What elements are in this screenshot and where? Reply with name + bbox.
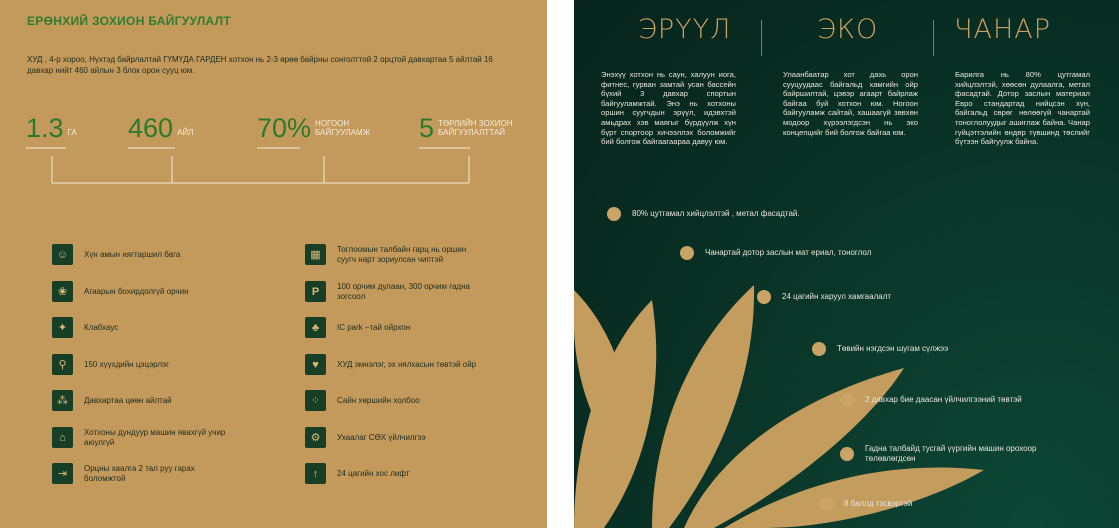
heading-healthy: ЭРҮҮЛ (638, 14, 732, 45)
bullet-item (680, 246, 871, 260)
stat-value: 460 (128, 113, 174, 143)
house-icon: ⌂ (52, 427, 73, 448)
feature-text: 100 орчим дулаан, 300 орчим гадна зогсоол (337, 281, 470, 301)
divider (761, 20, 762, 56)
neighbors-icon: ⁂ (52, 390, 73, 411)
feature-item (305, 281, 477, 302)
community-icon: ⁘ (305, 390, 326, 411)
column-text-healthy: Энэхүү хотхон нь саун, халуун иога, фитнес, гурван замтай усан бассейн бүхий 3 давхар спортын байгууламжтай. Энэ нь хотхоны оршин суугчдын эрүүл, идэвхтэй амьдрах хэв маягыг бүрдүүлж хүн бүрт спортоор хичээллэх боломжийг бий болгож байгаагаараа давуу юм. (601, 70, 736, 147)
right-page (574, 0, 1119, 528)
feature-item (52, 354, 249, 375)
feature-text: Тоглоомын талбайн гарц нь оршин суугч нарт зориулсан чиптэй (337, 244, 467, 264)
elevator-icon: ↑ (305, 463, 326, 484)
feature-item (52, 281, 249, 302)
feature-item (52, 463, 224, 484)
column-text-eco: Улаанбаатар хот дахь орон сууцуудаас байгальд хамгийн ойр байршилтай, цэвэр агаарт байрлаж байгаа буй хотхон юм. Ногоон байгууламж сайтай, хашаагүй зөвхөн модоор хүрээлэгдсэн нь эко концепцийг бий болгож байгаа юм. (783, 70, 918, 137)
feature-item (52, 390, 249, 411)
bullet-text: Гадна талбайд тусгай үүргийн машин орохоор төлөвлөгдсөн (865, 444, 1037, 463)
playground-icon: ▦ (305, 244, 326, 265)
entrance-icon: ⇥ (52, 463, 73, 484)
feature-text: Орцны хаалга 2 тал руу гарах боломжтой (84, 463, 195, 483)
feature-text: Агаарын бохирдолгүй орчин (84, 286, 189, 296)
bullet-item (812, 342, 948, 356)
feature-text: Сайн хөршийн холбоо (337, 395, 420, 405)
bullet-dot-icon (757, 290, 771, 304)
bullet-dot-icon (819, 497, 833, 511)
bullet-text: Төвийн нэгдсэн шугам сүлжээ (837, 344, 949, 353)
page-title: ЕРӨНХИЙ ЗОХИОН БАЙГУУЛАЛТ (27, 14, 232, 28)
feature-text: 150 хүүхдийн цэцэрлэг (84, 359, 169, 369)
feature-text: IC park –тай ойрхон (337, 322, 411, 332)
feature-text: Ухаалаг СӨХ үйлчилгээ (337, 432, 426, 442)
stat-value: 70% (257, 113, 312, 143)
bullet-dot-icon (680, 246, 694, 260)
intro-text: ХУД , 4-р хороо, Нүхтэд байрлалтай ГҮМҮДА ГАРДЕН хотхон нь 2-3 өрөө байрны сонголттой 2 орцтой давхартаа 5 айлтай 16 давхар нийт 460 айлын 3 блок орон сууц юм. (27, 55, 493, 75)
feature-text: ХУД эмнэлэг, эх нялхасын төвтэй ойр (337, 359, 477, 369)
feature-item (52, 244, 249, 265)
feature-text: Хүн амын нягтаршил бага (84, 249, 181, 259)
bullet-item (840, 393, 1022, 407)
column-text-quality: Барилга нь 80% цутгамал хийцлэлтэй, хөөсөн дулаалга, метал фасадтай. Дотор заслын материал Евро стандартад нийцсэн хүн, байгальд сөрөг нөлөөгүй чанартай тоноглолуудыг ашиглаж байна. Чанар гүйцэтгэлийн өндөр түвшинд төслийг бүтээн байгуулж байна. (955, 70, 1090, 147)
feature-item (305, 463, 502, 484)
health-icon: ♥ (305, 354, 326, 375)
stat-unit: ГА (67, 128, 77, 137)
feature-item (52, 427, 234, 448)
feature-text: Хотхоны дундуур машин явахгүй учир аюулгүй (84, 427, 226, 447)
bullet-dot-icon (607, 207, 621, 221)
feature-text: Клабхаус (84, 322, 119, 332)
bullet-text: 24 цагийн харуул хамгаалалт (782, 292, 892, 301)
bicycle-icon: ⚲ (52, 354, 73, 375)
bullet-dot-icon (840, 447, 854, 461)
people-icon: ☺ (52, 244, 73, 265)
feature-item (305, 317, 502, 338)
bullet-text: 80% цутгамал хийцлэлтэй , метал фасадтай. (632, 209, 800, 218)
feature-item (52, 317, 249, 338)
feature-item (305, 354, 477, 375)
left-page (0, 0, 547, 528)
tree-icon: ♣ (305, 317, 326, 338)
stat-value: 5 (419, 113, 435, 143)
heading-eco: ЭКО (817, 14, 879, 45)
bullet-item (757, 290, 891, 304)
bullet-item (840, 444, 1055, 464)
bullet-text: Чанартай дотор заслын мат ериал, тоноглол (705, 248, 872, 257)
stat-value: 1.3 (26, 113, 64, 143)
bullet-item (607, 207, 800, 221)
bullet-text: 2 давхар бие даасан үйлчилгээний төвтэй (865, 395, 1022, 404)
stat-unit: АЙЛ (177, 128, 194, 137)
feature-text: 24 цагийн хос лифт (337, 468, 410, 478)
stat-unit: ТӨРЛИЙН ЗОХИОН БАЙГУУЛАЛТТАЙ (438, 119, 513, 137)
feature-item (305, 390, 502, 411)
stat-unit: НОГООН БАЙГУУЛАМЖ (315, 119, 371, 137)
parking-icon: P (305, 281, 326, 302)
bullet-item (819, 497, 912, 511)
feature-item (305, 244, 487, 265)
fitness-icon: ✦ (52, 317, 73, 338)
bullet-text: 8 баллд тэсвэртэй (844, 499, 913, 508)
divider (933, 20, 934, 56)
heading-quality: ЧАНАР (954, 14, 1052, 45)
bullet-dot-icon (840, 393, 854, 407)
fresh-air-icon: ❀ (52, 281, 73, 302)
bullet-dot-icon (812, 342, 826, 356)
service-icon: ⚙ (305, 427, 326, 448)
feature-item (305, 427, 502, 448)
stat-connector-lines (0, 0, 547, 200)
feature-text: Давхартаа цөөн айлтай (84, 395, 172, 405)
